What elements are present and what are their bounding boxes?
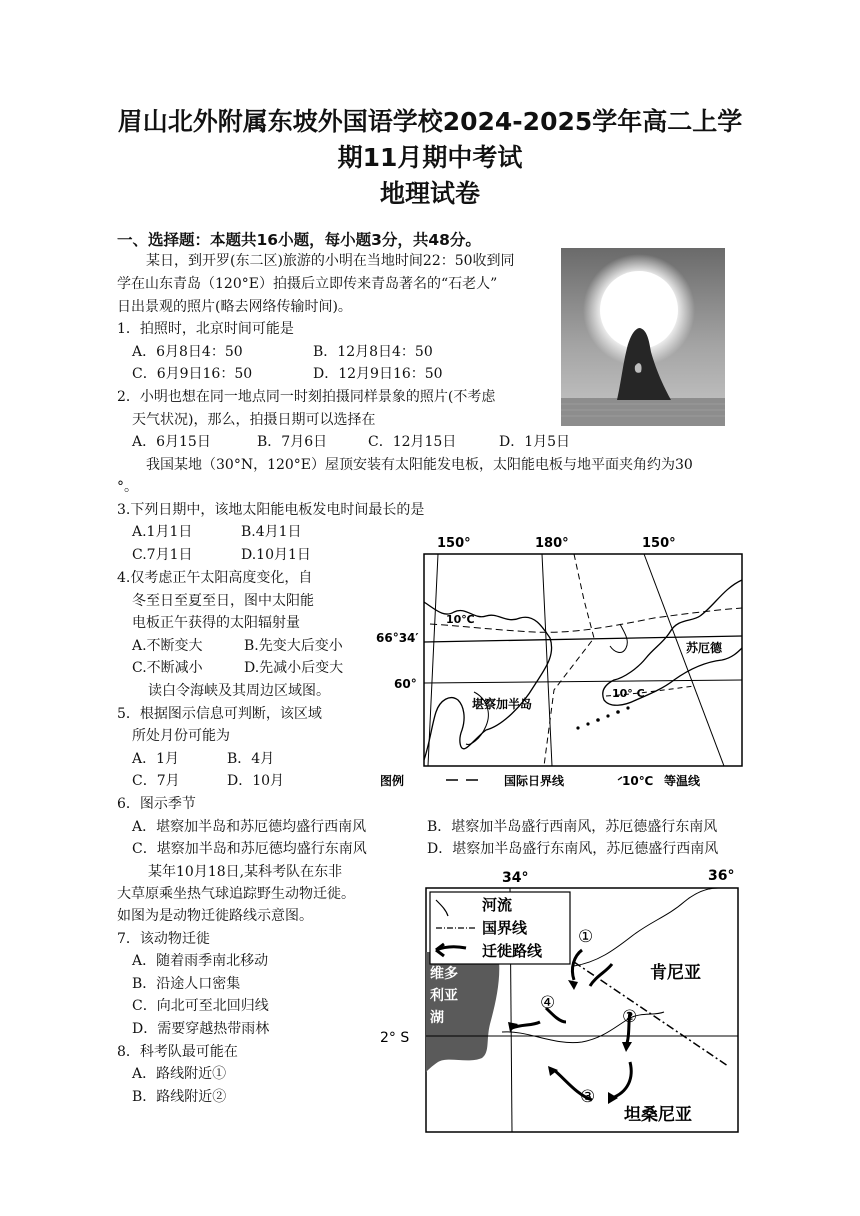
lon-label-150e: 150° [642, 536, 676, 551]
q5-option-d[interactable]: D．10月 [227, 773, 285, 789]
isotherm-label-west: 10℃ [446, 613, 475, 626]
migration-route-map [378, 866, 742, 1136]
q7-option-b[interactable]: B．沿途人口密集 [132, 976, 241, 992]
passage4-line-2: 大草原乘坐热气球追踪野生动物迁徙。 [117, 886, 355, 902]
q4-stem-line-2: 冬至日至夏至日，图中太阳能 [132, 593, 314, 609]
q3-option-b[interactable]: B.4月1日 [241, 524, 302, 540]
legend-route: 迁徙路线 [482, 942, 543, 960]
passage4-line-1: 某年10月18日,某科考队在东非 [148, 864, 343, 880]
q5-option-a[interactable]: A．1月 [132, 751, 180, 767]
q2-option-a[interactable]: A．6月15日 [132, 434, 211, 450]
lon-label-36: 36° [708, 868, 735, 884]
q4-stem-line-3: 电板正午获得的太阳辐射量 [132, 615, 300, 631]
sunrise-rock-photo [561, 248, 725, 426]
passage1-line-1: 某日，到开罗(东二区)旅游的小明在当地时间22：50收到同 [146, 253, 515, 269]
q6-option-b[interactable]: B．堪察加半岛盛行西南风，苏厄德盛行东南风 [427, 819, 718, 835]
q1-option-a[interactable]: A．6月8日4：50 [132, 344, 243, 360]
title-subject: 地理试卷 [379, 179, 480, 208]
legend-border: 国界线 [482, 919, 528, 937]
legend-dateline: 国际日界线 [504, 774, 565, 788]
passage4-line-3: 如图为是动物迁徙路线示意图。 [117, 908, 313, 924]
q6-option-c[interactable]: C．堪察加半岛和苏厄德均盛行东南风 [132, 841, 367, 857]
lon-label-150w: 150° [437, 536, 471, 551]
q1-option-b[interactable]: B．12月8日4：50 [313, 344, 433, 360]
page-title [80, 104, 780, 212]
q2-option-b[interactable]: B．7月6日 [257, 434, 328, 450]
q4-option-a[interactable]: A.不断变大 [132, 638, 203, 654]
q2-option-d[interactable]: D．1月5日 [499, 434, 571, 450]
lake-label-line-1: 维多 [430, 966, 458, 982]
q4-option-b[interactable]: B.先变大后变小 [244, 638, 343, 654]
q7-option-a[interactable]: A．随着雨季南北移动 [132, 953, 269, 969]
lon-label-180: 180° [535, 536, 569, 551]
q1-stem: 1．拍照时，北京时间可能是 [117, 321, 294, 337]
passage1-line-2: 学在山东青岛（120°E）拍摄后立即传来青岛著名的“石老人” [117, 276, 498, 292]
q2-stem-line-1: 2．小明也想在同一地点同一时刻拍摄同样景象的照片(不考虑 [117, 389, 496, 405]
q2-stem-line-2: 天气状况)，那么，拍摄日期可以选择在 [132, 412, 376, 428]
q6-option-a[interactable]: A．堪察加半岛和苏厄德均盛行西南风 [132, 819, 367, 835]
route-marker-1: ① [578, 927, 594, 947]
q5-stem-line-1: 5．根据图示信息可判断，该区域 [117, 706, 322, 722]
lon-label-34: 34° [502, 870, 529, 886]
q4-option-d[interactable]: D.先减小后变大 [244, 660, 344, 676]
q3-option-d[interactable]: D.10月1日 [241, 547, 311, 563]
place-label-seward: 苏厄德 [686, 641, 723, 655]
q2-option-c[interactable]: C．12月15日 [368, 434, 457, 450]
q8-option-b[interactable]: B．路线附近② [132, 1089, 227, 1105]
legend-isotherm-value: 10℃ [622, 774, 654, 788]
q4-stem-line-1: 4.仅考虑正午太阳高度变化，自 [117, 570, 313, 586]
lake-label-line-2: 利亚 [430, 988, 458, 1004]
passage2-line-1: 我国某地（30°N，120°E）屋顶安装有太阳能发电板，太阳能电板与地平面夹角约为30 [146, 457, 693, 473]
legend-river: 河流 [482, 896, 513, 914]
q1-option-d[interactable]: D．12月9日16：50 [313, 366, 443, 382]
q4-option-c[interactable]: C.不断减小 [132, 660, 203, 676]
title-line-2: 期11月期中考试 [337, 143, 523, 172]
legend-isotherm: 等温线 [664, 774, 701, 788]
route-marker-4: ④ [540, 993, 556, 1013]
q1-option-c[interactable]: C．6月9日16：50 [132, 366, 253, 382]
section-heading: 一、选择题：本题共16小题，每小题3分，共48分。 [117, 231, 481, 249]
place-label-tanzania: 坦桑尼亚 [624, 1105, 692, 1125]
q7-option-c[interactable]: C．向北可至北回归线 [132, 998, 269, 1014]
q3-stem: 3.下列日期中，该地太阳能电板发电时间最长的是 [117, 502, 425, 518]
passage2-line-2: °。 [117, 479, 138, 495]
q6-stem: 6．图示季节 [117, 796, 196, 812]
lake-label-line-3: 湖 [430, 1010, 444, 1026]
bering-strait-map [374, 530, 744, 792]
isotherm-label-east: 10° C [612, 687, 645, 700]
q3-option-c[interactable]: C.7月1日 [132, 547, 193, 563]
q7-option-d[interactable]: D．需要穿越热带雨林 [132, 1021, 270, 1037]
place-label-kenya: 肯尼亚 [650, 963, 701, 983]
lat-label-2s: 2° S [380, 1030, 410, 1046]
route-marker-3: ③ [580, 1087, 596, 1107]
q8-option-a[interactable]: A．路线附近① [132, 1066, 227, 1082]
passage1-line-3: 日出景观的照片(略去网络传输时间)。 [117, 299, 352, 315]
q5-option-b[interactable]: B．4月 [227, 751, 275, 767]
lat-label-60: 60° [394, 677, 417, 691]
passage3-text: 读白令海峡及其周边区域图。 [148, 683, 330, 699]
q7-stem: 7．该动物迁徙 [117, 931, 210, 947]
place-label-kamchatka: 堪察加半岛 [472, 697, 533, 711]
title-line-1: 眉山北外附属东坡外国语学校2024-2025学年高二上学 [117, 107, 743, 136]
legend-title: 图例 [380, 774, 405, 788]
route-marker-2: ② [622, 1007, 638, 1027]
q5-stem-line-2: 所处月份可能为 [132, 728, 230, 744]
q3-option-a[interactable]: A.1月1日 [132, 524, 193, 540]
q6-option-d[interactable]: D．堪察加半岛盛行东南风，苏厄德盛行西南风 [427, 841, 719, 857]
lat-label-arctic-circle: 66°34′ [376, 631, 419, 645]
q5-option-c[interactable]: C．7月 [132, 773, 180, 789]
q8-stem: 8．科考队最可能在 [117, 1044, 238, 1060]
